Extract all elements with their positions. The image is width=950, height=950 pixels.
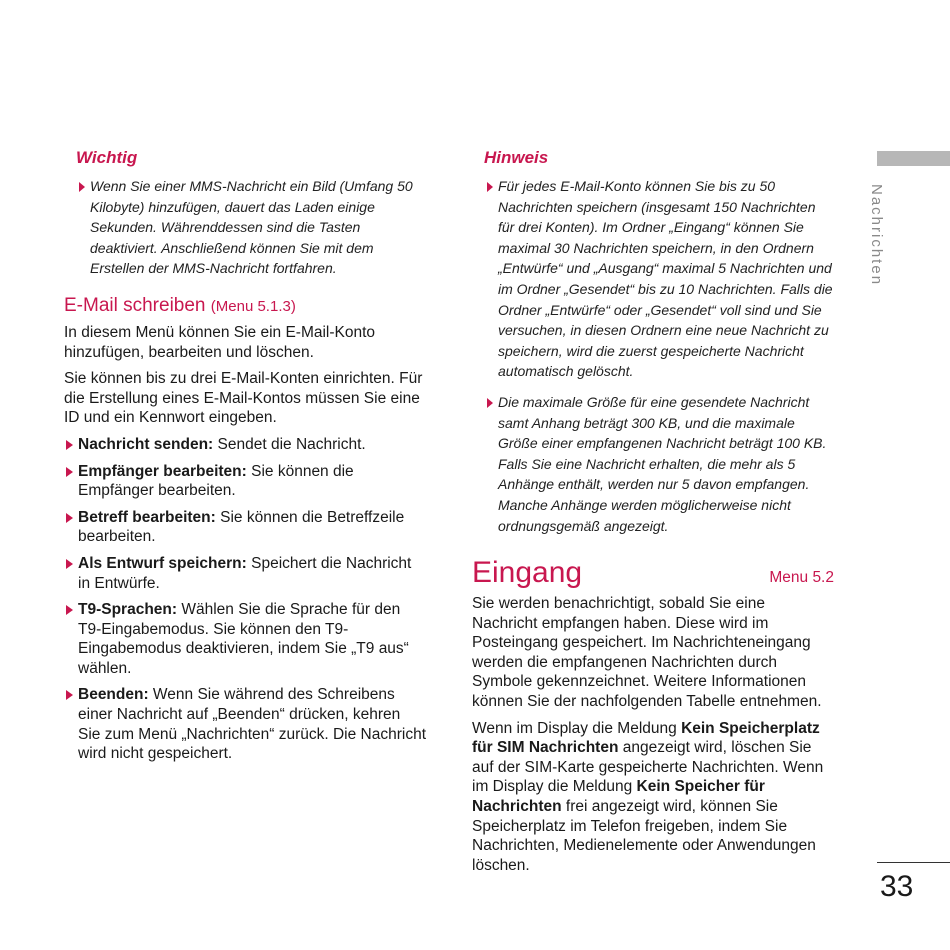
eingang-text: frei angezeigt wird, können Sie Speicherplatz im Telefon freigeben, indem Sie Nachrichten, Medienelemente oder Anwendungen löschen. [472, 798, 816, 874]
option-term: Nachricht senden: [78, 435, 214, 453]
option-item-als-entwurf-speichern [64, 554, 426, 593]
bullet-triangle-icon [487, 398, 493, 408]
bullet-triangle-icon [66, 513, 73, 523]
wichtig-item [78, 176, 426, 279]
email-paragraph: In diesem Menü können Sie ein E-Mail-Konto hinzufügen, bearbeiten und löschen. [64, 323, 376, 361]
eingang-bold-message: Kein Speicher für Nachrichten [472, 778, 765, 816]
option-term: Betreff bearbeiten: [78, 508, 216, 526]
bullet-triangle-icon [487, 182, 493, 192]
eingang-title: Eingang [472, 556, 583, 590]
eingang-text: angezeigt wird, löschen Sie auf der SIM-Karte gespeicherte Nachrichten. Wenn im Display die Meldung [472, 739, 824, 796]
option-term: Als Entwurf speichern: [78, 554, 247, 572]
chapter-tab-bar [877, 151, 950, 166]
option-item-beenden [64, 685, 426, 763]
eingang-paragraph: Sie werden benachrichtigt, sobald Sie eine Nachricht empfangen haben. Diese wird im Posteingang gespeichert. Im Nachrichteneingang werden die empfangenen Nachrichten durch Symbole gekennzeichnet. Weitere Informationen können Sie der nachfolgenden Tabelle entnehmen. [472, 595, 822, 711]
option-text: Wählen Sie die Sprache für den T9-Eingabemodus. Sie können den T9-Eingabemodus deaktivieren, indem Sie „T9 aus“ wählen. [78, 601, 409, 677]
option-text: Wenn Sie während des Schreibens einer Nachricht auf „Beenden“ drücken, kehren Sie zum Menü „Nachrichten“ zurück. Die Nachricht wird nicht gespeichert. [78, 686, 427, 763]
eingang-paragraph [472, 719, 834, 876]
bullet-triangle-icon [66, 559, 73, 569]
email-section-heading [64, 295, 426, 317]
option-text: Speichert die Nachricht in Entwürfe. [78, 554, 412, 592]
chapter-label: Nachrichten [868, 184, 885, 287]
left-column [64, 148, 426, 771]
email-section-menu-ref: (Menu 5.1.3) [210, 297, 296, 315]
bullet-triangle-icon [79, 182, 85, 192]
option-text: Sie können die Betreffzeile bearbeiten. [78, 508, 405, 546]
eingang-text: Wenn im Display die Meldung [472, 719, 682, 737]
option-text: Sie können die Empfänger bearbeiten. [78, 462, 354, 500]
wichtig-title: Wichtig [76, 148, 138, 167]
hinweis-item [486, 176, 834, 382]
wichtig-item-text: Wenn Sie einer MMS-Nachricht ein Bild (Umfang 50 Kilobyte) hinzufügen, dauert das Laden einige Sekunden. Währenddessen sind die Tasten deaktiviert. Anschließend können Sie mit dem Erstellen der MMS-Nachricht fortfahren. [90, 178, 413, 277]
bullet-triangle-icon [66, 440, 73, 450]
option-item-empfaenger-bearbeiten [64, 462, 426, 501]
option-term: Beenden: [78, 686, 149, 704]
bullet-triangle-icon [66, 605, 73, 615]
option-term: Empfänger bearbeiten: [78, 462, 247, 480]
footer-divider [877, 862, 950, 863]
option-item-t9-sprachen [64, 600, 426, 678]
hinweis-title: Hinweis [484, 148, 549, 167]
eingang-heading [472, 556, 834, 590]
email-paragraph: Sie können bis zu drei E-Mail-Konten einrichten. Für die Erstellung eines E-Mail-Kontos müssen Sie eine ID und ein Kennwort eingeben. [64, 370, 423, 427]
email-section-title: E-Mail schreiben [64, 294, 206, 316]
right-column [472, 148, 834, 882]
option-text: Sendet die Nachricht. [213, 435, 366, 453]
eingang-bold-message: Kein Speicherplatz für SIM Nachrichten [472, 719, 820, 757]
bullet-triangle-icon [66, 690, 73, 700]
bullet-triangle-icon [66, 467, 73, 477]
hinweis-item-text: Die maximale Größe für eine gesendete Nachricht samt Anhang beträgt 300 KB, und die maximale Größe einer empfangenen Nachricht beträgt 100 KB. Falls Sie eine Nachricht erhalten, die mehr als 5 Anhänge enthält, werden nur 5 davon empfangen. Manche Anhänge werden möglicherweise nicht ordnungsgemäß angezeigt. [498, 393, 827, 534]
eingang-menu-ref: Menu 5.2 [769, 569, 834, 587]
option-item-betreff-bearbeiten [64, 508, 426, 547]
hinweis-item [486, 392, 834, 536]
option-item-nachricht-senden [64, 435, 426, 455]
hinweis-item-text: Für jedes E-Mail-Konto können Sie bis zu 50 Nachrichten speichern (insgesamt 150 Nachrichten für drei Konten). Im Ordner „Eingang“ können Sie maximal 30 Nachrichten speichern, in den Ordnern „Entwürfe“ und „Ausgang“ maximal 5 Nachrichten und im Ordner „Gesendet“ bis zu 10 Nachrichten. Falls die Ordner „Entwürfe“ oder „Gesendet“ voll sind und Sie versuchen, in diesen Ordnern eine neue Nachricht zu speichern, wird die zuerst gespeicherte Nachricht automatisch gelöscht. [498, 178, 833, 380]
option-term: T9-Sprachen: [78, 601, 178, 619]
page-number: 33 [880, 870, 914, 903]
